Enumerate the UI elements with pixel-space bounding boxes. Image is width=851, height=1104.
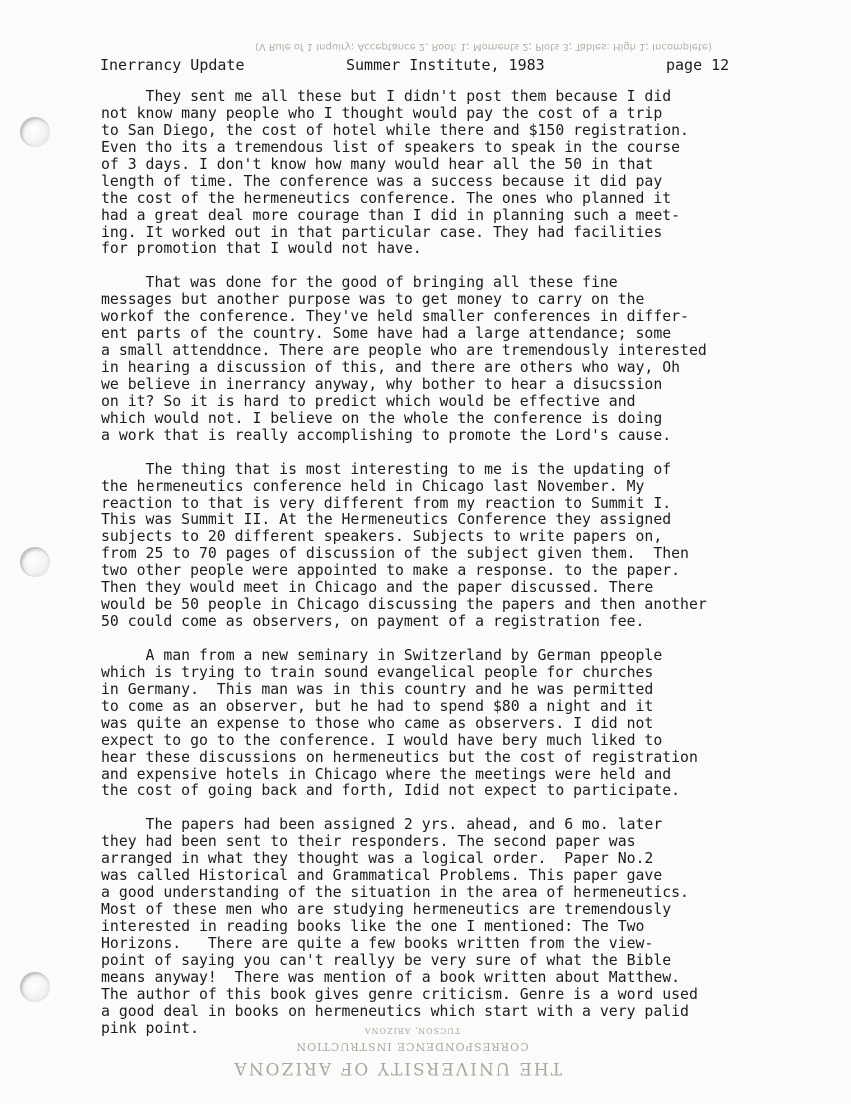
text-line: They sent me all these but I didn't post them because I did bbox=[101, 88, 672, 105]
binder-hole bbox=[20, 117, 50, 147]
header-title: Inerrancy Update bbox=[100, 56, 245, 74]
text-line: would be 50 people in Chicago discussing the papers and then another bbox=[101, 596, 707, 614]
text-line: That was done for the good of bringing all these fine bbox=[101, 274, 618, 292]
text-line: ing. It worked out in that particular case. They had facilities bbox=[101, 223, 663, 241]
text-line: ent parts of the country. Some have had a large attendance; some bbox=[101, 325, 672, 343]
text-line: messages but another purpose was to get money to carry on the bbox=[101, 291, 645, 309]
stamp-department: CORRESPONDENCE INSTRUCTION bbox=[295, 1040, 529, 1053]
text-line: pink point. bbox=[101, 1019, 199, 1037]
text-line: a small attenddnce. There are people who are tremendously interested bbox=[101, 342, 707, 360]
text-line: point of saying you can't reallyy be very sure of what the Bible bbox=[101, 951, 672, 969]
bleed-through-text: (V Rule of 1 Inquiry; Acceptance 2, Roof: 1; Moments 2; Plots 3; Tables: High 1; Incomplete) bbox=[255, 41, 712, 52]
text-line: length of time. The conference was a success because it did pay bbox=[101, 172, 663, 190]
text-line: interested in reading books like the one I mentioned: The Two bbox=[101, 917, 645, 935]
text-line: had a great deal more courage than I did in planning such a meet- bbox=[101, 206, 681, 224]
text-line: in hearing a discussion of this, and there are others who way, Oh bbox=[101, 359, 681, 376]
text-line: not know many people who I thought would pay the cost of a trip bbox=[101, 104, 663, 122]
paragraph bbox=[101, 89, 805, 258]
text-line: on it? So it is hard to predict which would be effective and bbox=[101, 392, 636, 410]
text-line: reaction to that is very different from my reaction to Summit I. bbox=[101, 494, 672, 512]
text-line: the cost of the hermeneutics conference. The ones who planned it bbox=[101, 189, 672, 207]
stamp-city: TUCSON, ARIZONA bbox=[363, 1026, 461, 1035]
paragraph bbox=[101, 462, 805, 631]
paragraph bbox=[101, 817, 805, 1037]
text-line: for promotion that I would not have. bbox=[101, 240, 422, 258]
text-line: and expensive hotels in Chicago where the meetings were held and bbox=[101, 765, 672, 783]
text-line: This was Summit II. At the Hermeneutics Conference they assigned bbox=[101, 511, 672, 529]
text-line: workof the conference. They've held smaller conferences in differ- bbox=[101, 308, 689, 326]
text-line: they had been sent to their responders. The second paper was bbox=[101, 833, 636, 851]
text-line: Then they would meet in Chicago and the paper discussed. There bbox=[101, 579, 654, 597]
document-body bbox=[101, 89, 805, 1054]
paragraph bbox=[101, 648, 805, 800]
text-line: The thing that is most interesting to me is the updating of bbox=[101, 460, 672, 478]
text-line: in Germany. This man was in this country and he was permitted bbox=[101, 680, 654, 698]
text-line: was quite an expense to those who came as observers. I did not bbox=[101, 714, 654, 732]
text-line: a good understanding of the situation in the area of hermeneutics. bbox=[101, 884, 689, 902]
text-line: to come as an observer, but he had to spend $80 a night and it bbox=[101, 697, 654, 715]
text-line: expect to go to the conference. I would have bery much liked to bbox=[101, 731, 663, 749]
text-line: we believe in inerrancy anyway, why bother to hear a disucssion bbox=[101, 375, 663, 393]
text-line: hear these discussions on hermeneutics but the cost of registration bbox=[101, 748, 698, 766]
text-line: two other people were appointed to make a response. to the paper. bbox=[101, 562, 681, 580]
text-line: A man from a new seminary in Switzerland by German ppeople bbox=[101, 646, 663, 664]
binder-hole bbox=[20, 547, 50, 577]
text-line: Most of these men who are studying hermeneutics are tremendously bbox=[101, 901, 672, 918]
paragraph bbox=[101, 275, 805, 444]
text-line: subjects to 20 different speakers. Subjects to write papers on, bbox=[101, 528, 663, 546]
header-page-number: page 12 bbox=[666, 56, 730, 74]
header-event: Summer Institute, 1983 bbox=[346, 56, 545, 74]
binder-hole bbox=[20, 972, 50, 1002]
text-line: Even tho its a tremendous list of speakers to speak in the course bbox=[101, 138, 681, 156]
text-line: was called Historical and Grammatical Problems. This paper gave bbox=[101, 867, 663, 885]
text-line: the cost of going back and forth, Idid not expect to participate. bbox=[101, 782, 681, 800]
stamp-university: THE UNIVERSITY OF ARIZONA bbox=[232, 1058, 562, 1078]
text-line: the hermeneutics conference held in Chicago last November. My bbox=[101, 477, 645, 495]
text-line: means anyway! There was mention of a book written about Matthew. bbox=[101, 968, 681, 986]
text-line: 50 could come as observers, on payment of a registration fee. bbox=[101, 613, 645, 631]
text-line: a work that is really accomplishing to promote the Lord's cause. bbox=[101, 426, 672, 444]
text-line: Horizons. There are quite a few books written from the view- bbox=[101, 934, 654, 952]
text-line: arranged in what they thought was a logical order. Paper No.2 bbox=[101, 850, 654, 868]
text-line: which is trying to train sound evangelical people for churches bbox=[101, 663, 654, 681]
text-line: to San Diego, the cost of hotel while there and $150 registration. bbox=[101, 121, 689, 139]
text-line: a good deal in books on hermeneutics which start with a very palid bbox=[101, 1002, 689, 1020]
text-line: of 3 days. I don't know how many would hear all the 50 in that bbox=[101, 155, 654, 173]
text-line: The papers had been assigned 2 yrs. ahead, and 6 mo. later bbox=[101, 816, 663, 834]
text-line: The author of this book gives genre criticism. Genre is a word used bbox=[101, 985, 698, 1003]
text-line: which would not. I believe on the whole the conference is doing bbox=[101, 409, 663, 427]
page-header bbox=[100, 56, 770, 74]
text-line: from 25 to 70 pages of discussion of the subject given them. Then bbox=[101, 545, 689, 563]
